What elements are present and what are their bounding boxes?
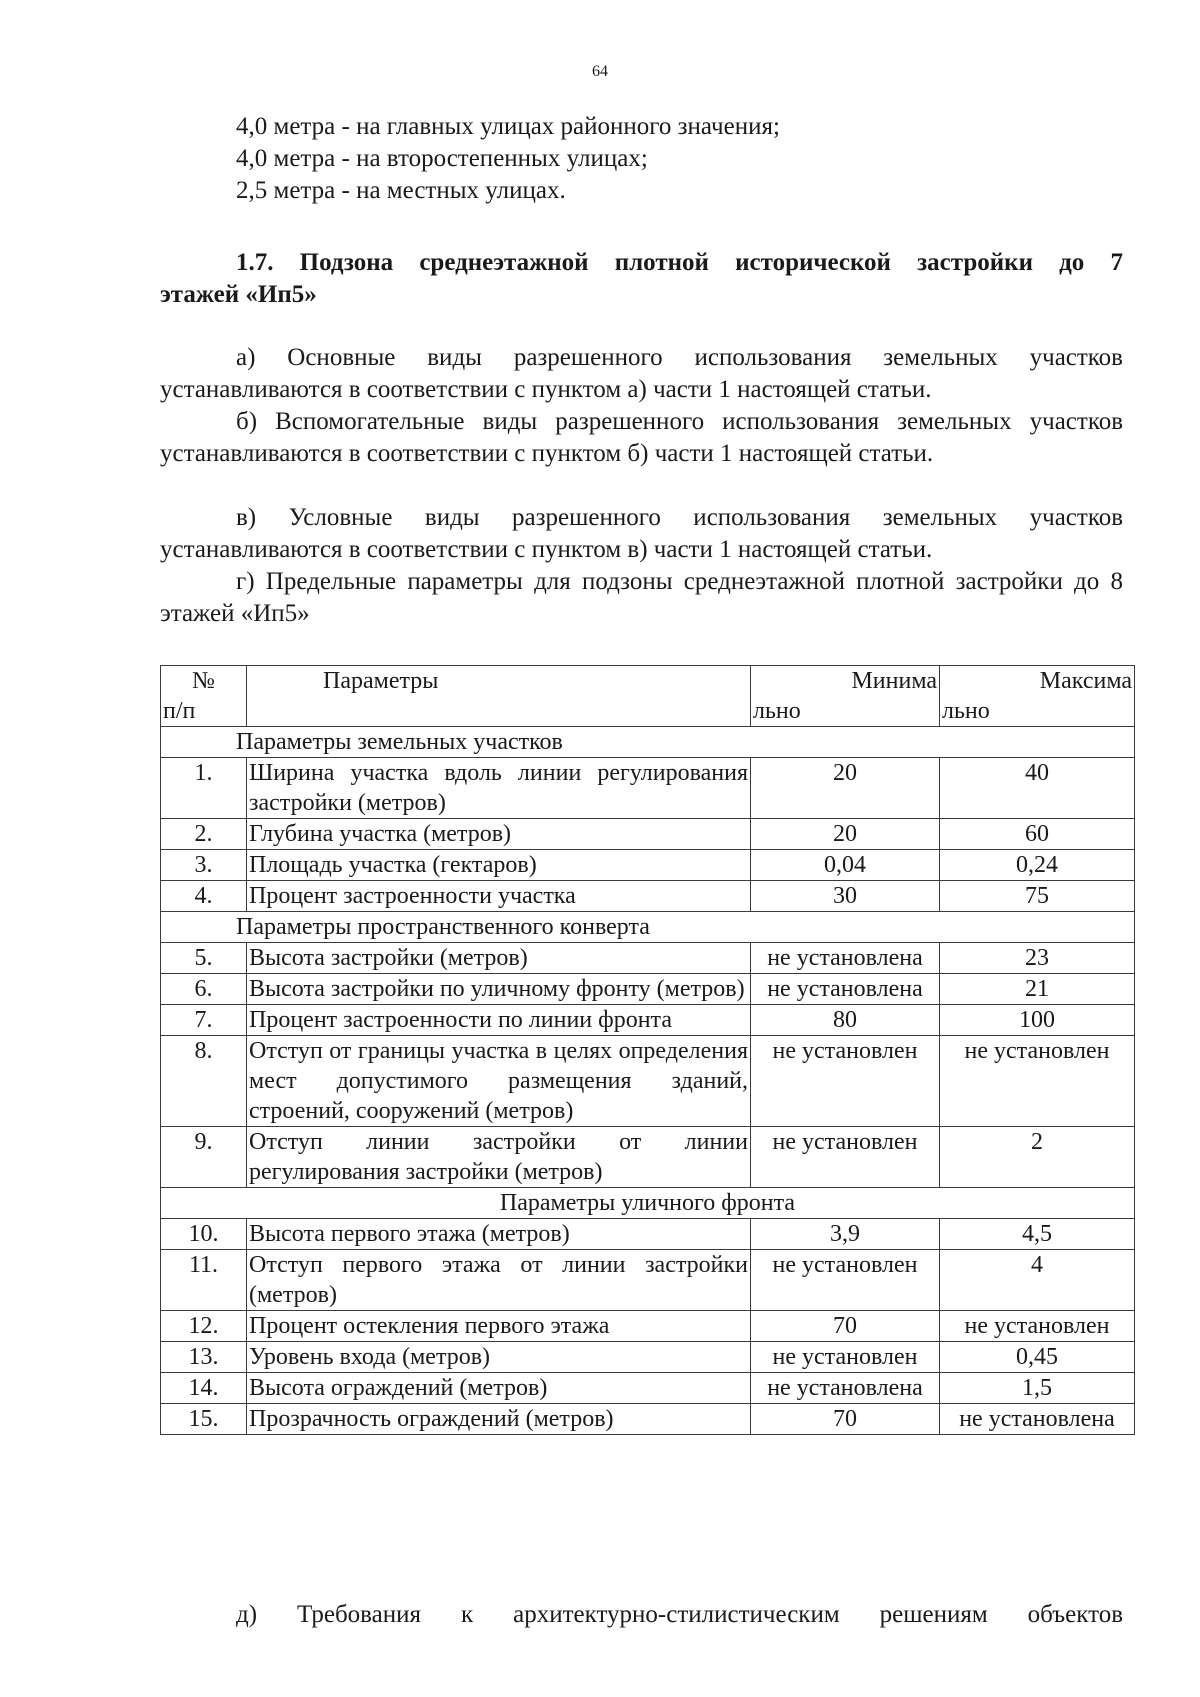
row-parameter: Высота застройки по уличному фронту (метров) (247, 974, 751, 1005)
section-spatial-envelope: Параметры пространственного конверта (161, 912, 1135, 943)
row-maximum: не установлен (940, 1311, 1135, 1342)
paragraph-a: а) Основные виды разрешенного использования земельных участков устанавливаются в соответствии с пунктом а) части 1 настоящей статьи. (160, 344, 1123, 403)
row-minimum: не установлена (751, 943, 940, 974)
table-row (161, 1404, 1135, 1435)
row-minimum: не установлен (751, 1127, 940, 1188)
table-row (161, 1311, 1135, 1342)
row-parameter: Высота первого этажа (метров) (247, 1219, 751, 1250)
section-heading-line1: 1.7. Подзона среднеэтажной плотной исторической застройки до 7 (236, 249, 1123, 276)
row-minimum: 20 (751, 819, 940, 850)
page-number: 64 (592, 63, 608, 80)
row-number: 11. (161, 1250, 247, 1311)
row-minimum: не установлен (751, 1250, 940, 1311)
row-minimum: не установлена (751, 974, 940, 1005)
header-maximum: Максима льно (940, 666, 1135, 727)
row-maximum: 1,5 (940, 1373, 1135, 1404)
row-maximum: 0,45 (940, 1342, 1135, 1373)
row-minimum: 20 (751, 758, 940, 819)
row-parameter: Процент остекления первого этажа (247, 1311, 751, 1342)
row-number: 14. (161, 1373, 247, 1404)
paragraph-b: б) Вспомогательные виды разрешенного использования земельных участков устанавливаются в соответствии с пунктом б) части 1 настоящей статьи. (160, 408, 1123, 467)
row-number: 10. (161, 1219, 247, 1250)
row-minimum: 80 (751, 1005, 940, 1036)
row-parameter: Процент застроенности по линии фронта (247, 1005, 751, 1036)
row-maximum: 60 (940, 819, 1135, 850)
row-number: 3. (161, 850, 247, 881)
section-heading-line2: этажей «Ип5» (160, 281, 317, 308)
row-minimum: 70 (751, 1311, 940, 1342)
table-section-row (161, 912, 1135, 943)
row-parameter: Процент застроенности участка (247, 881, 751, 912)
row-number: 6. (161, 974, 247, 1005)
row-parameter: Высота ограждений (метров) (247, 1373, 751, 1404)
row-number: 12. (161, 1311, 247, 1342)
table-section-row (161, 727, 1135, 758)
row-maximum: 21 (940, 974, 1135, 1005)
row-number: 4. (161, 881, 247, 912)
table-row (161, 881, 1135, 912)
row-maximum: 75 (940, 881, 1135, 912)
row-parameter: Ширина участка вдоль линии регулирования застройки (метров) (247, 758, 751, 819)
row-minimum: 0,04 (751, 850, 940, 881)
row-maximum: 4 (940, 1250, 1135, 1311)
intro-line: 4,0 метра - на главных улицах районного значения; (236, 113, 780, 140)
row-maximum: 4,5 (940, 1219, 1135, 1250)
row-number: 9. (161, 1127, 247, 1188)
row-parameter: Отступ первого этажа от линии застройки (метров) (247, 1250, 751, 1311)
intro-line: 4,0 метра - на второстепенных улицах; (236, 145, 648, 172)
row-maximum: 23 (940, 943, 1135, 974)
section-land-plots: Параметры земельных участков (161, 727, 1135, 758)
row-number: 13. (161, 1342, 247, 1373)
parameters-table (160, 665, 1135, 1435)
row-maximum: 0,24 (940, 850, 1135, 881)
table-row (161, 758, 1135, 819)
row-parameter: Отступ от границы участка в целях определения мест допустимого размещения зданий, строений, сооружений (метров) (247, 1036, 751, 1127)
row-minimum: 30 (751, 881, 940, 912)
paragraph-d: д) Требования к архитектурно-стилистическим решениям объектов (236, 1601, 1123, 1628)
table-row (161, 1373, 1135, 1404)
table-row (161, 974, 1135, 1005)
row-number: 5. (161, 943, 247, 974)
table-row (161, 943, 1135, 974)
header-minimum: Минима льно (751, 666, 940, 727)
row-parameter: Прозрачность ограждений (метров) (247, 1404, 751, 1435)
row-maximum: 100 (940, 1005, 1135, 1036)
header-number: № п/п (161, 666, 247, 727)
table-row (161, 1342, 1135, 1373)
row-parameter: Высота застройки (метров) (247, 943, 751, 974)
row-maximum: не установлена (940, 1404, 1135, 1435)
header-parameters: Параметры (247, 666, 751, 727)
row-minimum: 70 (751, 1404, 940, 1435)
row-parameter: Глубина участка (метров) (247, 819, 751, 850)
row-number: 15. (161, 1404, 247, 1435)
row-number: 1. (161, 758, 247, 819)
table-row (161, 819, 1135, 850)
row-maximum: не установлен (940, 1036, 1135, 1127)
row-parameter: Площадь участка (гектаров) (247, 850, 751, 881)
table-row (161, 1127, 1135, 1188)
row-number: 2. (161, 819, 247, 850)
row-minimum: не установлен (751, 1342, 940, 1373)
row-number: 8. (161, 1036, 247, 1127)
row-minimum: не установлен (751, 1036, 940, 1127)
row-minimum: не установлена (751, 1373, 940, 1404)
table-row (161, 1250, 1135, 1311)
row-parameter: Уровень входа (метров) (247, 1342, 751, 1373)
table-row (161, 1219, 1135, 1250)
section-street-front: Параметры уличного фронта (161, 1188, 1135, 1219)
table-row (161, 1036, 1135, 1127)
row-number: 7. (161, 1005, 247, 1036)
row-parameter: Отступ линии застройки от линии регулирования застройки (метров) (247, 1127, 751, 1188)
row-maximum: 2 (940, 1127, 1135, 1188)
paragraph-g: г) Предельные параметры для подзоны среднеэтажной плотной застройки до 8 этажей «Ип5» (160, 568, 1123, 627)
table-section-row (161, 1188, 1135, 1219)
paragraph-v: в) Условные виды разрешенного использования земельных участков устанавливаются в соответствии с пунктом в) части 1 настоящей статьи. (160, 504, 1123, 563)
table-row (161, 1005, 1135, 1036)
row-minimum: 3,9 (751, 1219, 940, 1250)
table-row (161, 850, 1135, 881)
row-maximum: 40 (940, 758, 1135, 819)
table-header-row (161, 666, 1135, 727)
intro-line: 2,5 метра - на местных улицах. (236, 177, 566, 204)
